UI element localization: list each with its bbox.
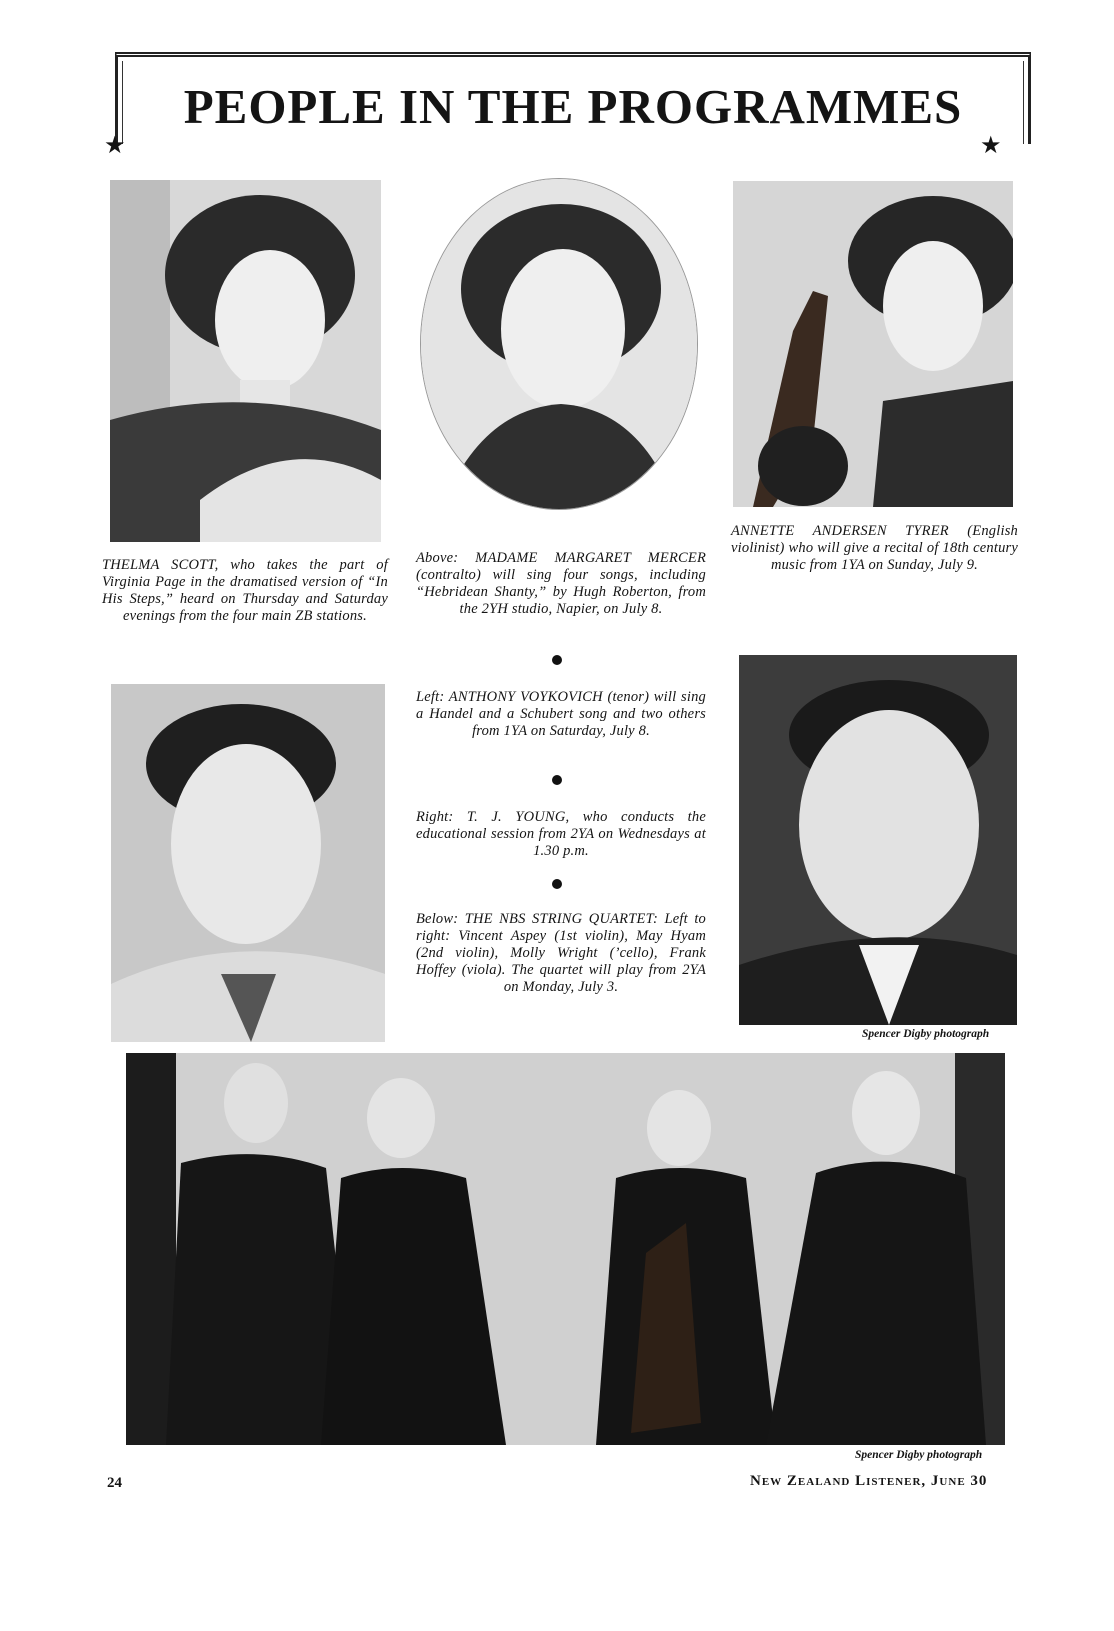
caption-annette-tyrer: ANNETTE ANDERSEN TYRER (English violinist) who will give a recital of 18th century music from 1YA on Sunday, July 9. — [731, 523, 1018, 573]
caption-nbs-quartet: Below: THE NBS STRING QUARTET: Left to right: Vincent Aspey (1st violin), May Hyam (2nd violin), Molly Wright (’cello), Frank Hoffey (viola). The quartet will play from 2YA on Monday, July 3. — [416, 911, 706, 995]
caption-tj-young: Right: T. J. YOUNG, who conducts the educational session from 2YA on Wednesdays at 1.30 p.m. — [416, 809, 706, 859]
bullet-icon — [552, 655, 562, 665]
photo-nbs-string-quartet — [126, 1053, 1005, 1445]
credit-quartet-photo: Spencer Digby photograph — [855, 1449, 983, 1461]
caption-anthony-voykovich: Left: ANTHONY VOYKOVICH (tenor) will sing a Handel and a Schubert song and two others from 1YA on Saturday, July 8. — [416, 689, 706, 739]
photo-annette-tyrer — [733, 181, 1013, 507]
caption-thelma-scott: THELMA SCOTT, who takes the part of Virginia Page in the dramatised version of “In His Steps,” heard on Thursday and Saturday evenings from the four main ZB stations. — [102, 557, 388, 624]
photo-anthony-voykovich — [111, 684, 385, 1042]
credit-young-photo: Spencer Digby photograph — [862, 1028, 990, 1040]
caption-margaret-mercer: Above: MADAME MARGARET MERCER (contralto) will sing four songs, including “Hebridean Shanty,” by Hugh Roberton, from the 2YH studio, Napier, on July 8. — [416, 550, 706, 617]
bullet-icon — [552, 879, 562, 889]
page-title: PEOPLE IN THE PROGRAMMES — [183, 79, 963, 134]
page-number: 24 — [107, 1475, 122, 1491]
photo-tj-young — [739, 655, 1017, 1025]
bullet-icon — [552, 775, 562, 785]
photo-margaret-mercer — [420, 178, 698, 510]
photo-thelma-scott — [110, 180, 381, 542]
star-icon: ★ — [104, 133, 126, 159]
star-icon: ★ — [980, 133, 1002, 159]
publication-line: New Zealand Listener, June 30 — [750, 1473, 988, 1489]
